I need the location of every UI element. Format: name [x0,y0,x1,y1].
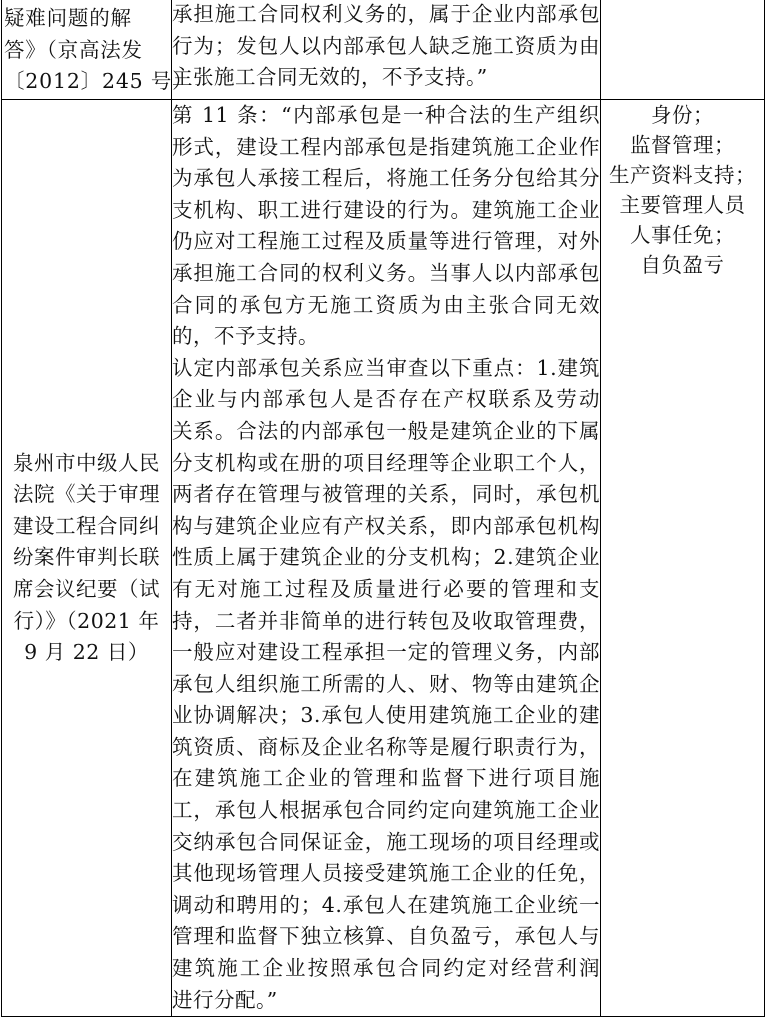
source-line: 〔2012〕245 号） [4,69,194,94]
source-cell [2,0,194,100]
content-line: 筑资质、商标及企业名称等是履行职责行为， [172,734,600,759]
content-line: 一般应对建设工程承担一定的管理义务，内部 [172,640,600,665]
content-line: 关系。合法的内部承包一般是建筑企业的下属 [172,418,600,443]
element-line: 自负盈亏 [640,253,725,277]
source-line: 泉州市中级人民 [13,450,160,475]
content-line: 形式，建设工程内部承包是指建筑施工企业作 [172,134,600,159]
element-line: 主要管理人员 [619,193,746,217]
content-line: 业协调解决；3.承包人使用建筑施工企业的建 [172,703,600,728]
source-line: 建设工程合同纠 [13,513,160,538]
content-line: 构与建筑企业应有产权关系，即内部承包机构 [172,513,600,538]
law-comparison-table [1,0,765,1017]
element-line: 监督管理； [630,133,735,157]
content-line: 持，二者并非简单的进行转包及收取管理费， [172,608,600,633]
content-line: 行为；发包人以内部承包人缺乏施工资质为由 [172,33,600,58]
content-line: 有无对施工过程及质量进行必要的管理和支 [172,576,600,601]
content-line: 性质上属于建筑企业的分支机构；2.建筑企业 [172,545,600,570]
element-line: 身份； [651,103,714,127]
content-line: 主张施工合同无效的，不予支持。” [172,65,488,90]
content-line: 在建筑施工企业的管理和监督下进行项目施 [172,766,600,791]
content-line: 建筑施工企业按照承包合同约定对经营利润 [172,956,600,981]
content-line: 的，不予支持。 [172,324,319,349]
content-line: 承担施工合同权利义务的，属于企业内部承包 [172,2,600,26]
source-line: 9 月 22 日） [24,640,149,665]
elements-cell [601,0,765,100]
content-line: 企业与内部承包人是否存在产权联系及劳动 [172,387,600,412]
content-line: 分支机构或在册的项目经理等企业职工个人， [172,450,600,475]
source-line: 纷案件审判长联 [13,545,160,570]
source-line: 疑难问题的解 [4,6,132,30]
content-line: 承包人组织施工所需的人、财、物等由建筑企 [172,671,600,696]
content-line: 合同的承包方无施工资质为由主张合同无效 [172,292,600,317]
element-line: 人事任免； [630,223,735,247]
content-line: 其他现场管理人员接受建筑施工企业的任免， [172,861,600,886]
content-cell [172,0,601,100]
source-line: 行）》（2021 年 [13,608,160,633]
table-row [2,0,765,100]
source-line: 席会议纪要（试 [13,576,160,601]
content-line: 工，承包人根据承包合同约定向建筑施工企业 [172,798,600,823]
content-line: 两者存在管理与被管理的关系，同时，承包机 [172,482,600,507]
content-line: 进行分配。” [172,987,278,1012]
content-line: 仍应对工程施工过程及质量等进行管理，对外 [172,229,600,254]
content-cell [172,100,601,1017]
content-line: 认定内部承包关系应当审查以下重点：1.建筑 [172,355,600,380]
source-line: 法院《关于审理 [13,482,160,507]
table-row [2,100,765,1017]
element-line: 生产资料支持； [609,163,756,187]
content-line: 第 11 条：“内部承包是一种合法的生产组织 [172,103,600,127]
content-line: 承担施工合同的权利义务。当事人以内部承包 [172,260,600,285]
content-line: 交纳承包合同保证金，施工现场的项目经理或 [172,829,600,854]
content-line: 调动和聘用的；4.承包人在建筑施工企业统一 [172,892,600,917]
content-line: 管理和监督下独立核算、自负盈亏，承包人与 [172,924,600,949]
source-line: 答》（京高法发 [4,37,143,62]
content-line: 为承包人承接工程后，将施工任务分包给其分 [172,166,600,191]
elements-cell [601,100,765,1017]
content-line: 支机构、职工进行建设的行为。建筑施工企业 [172,197,600,222]
source-cell [2,100,172,1017]
